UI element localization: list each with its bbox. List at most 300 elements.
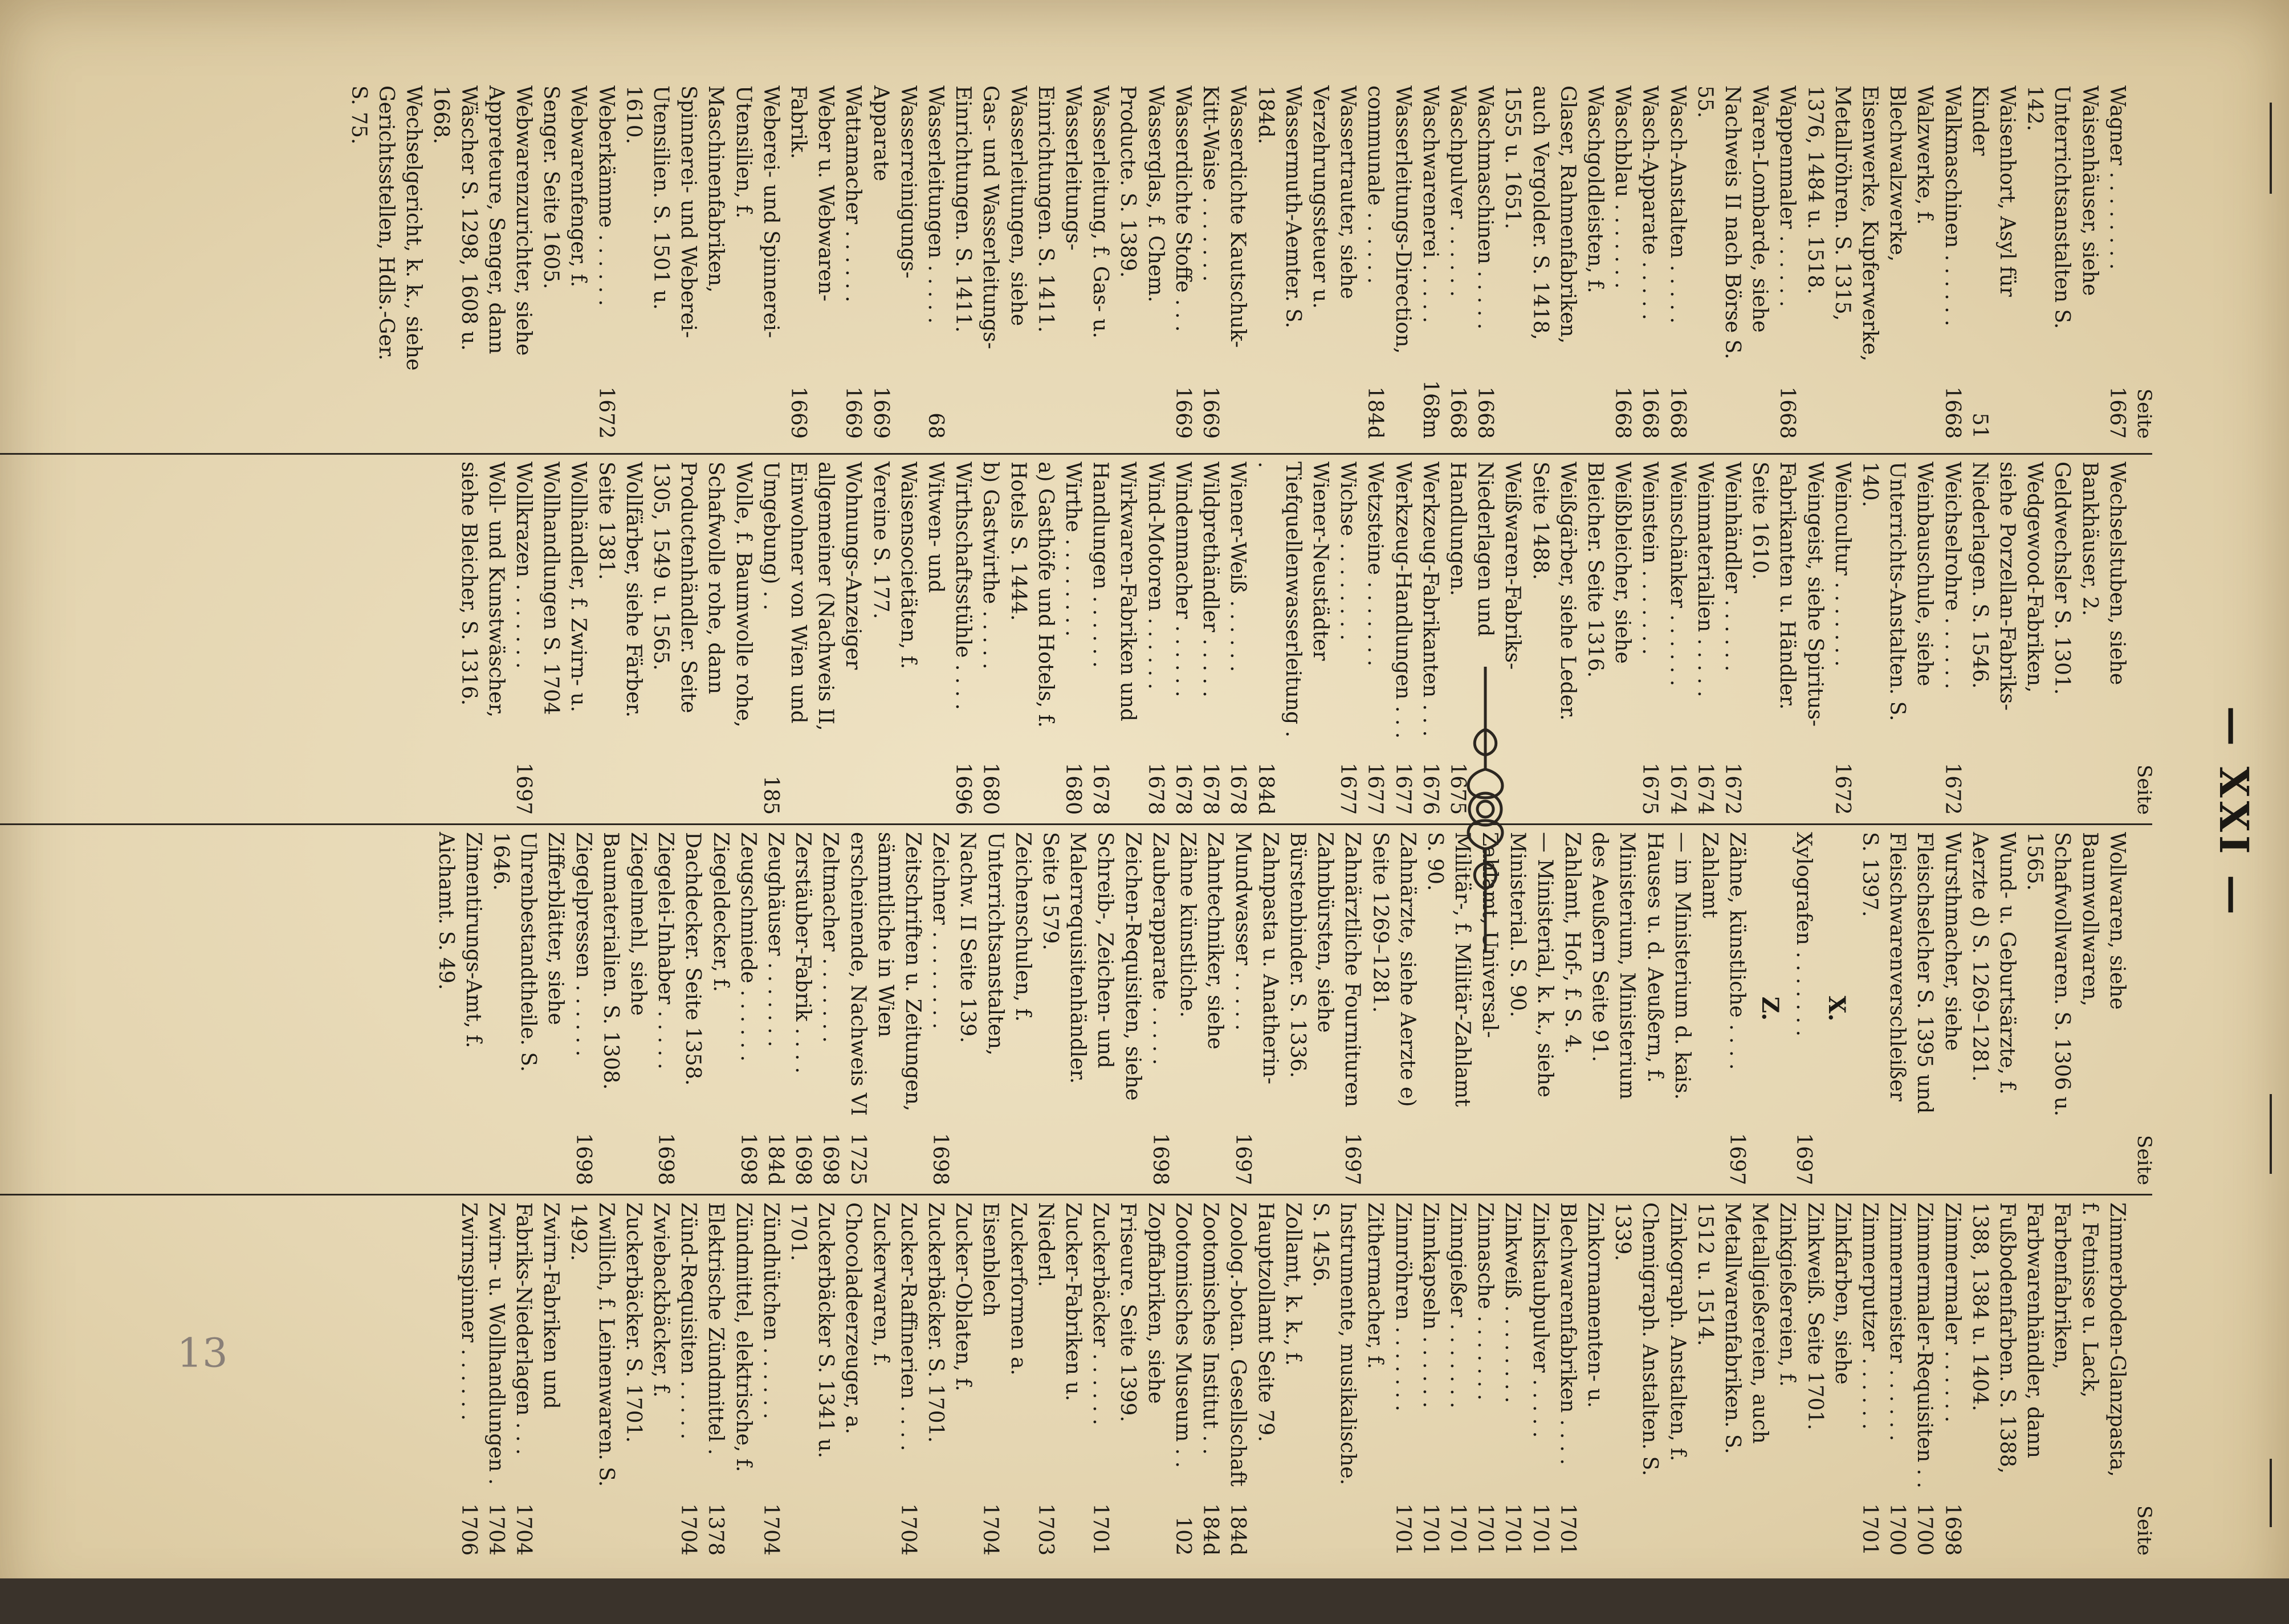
column-header-seite: Seite — [2133, 1135, 2156, 1185]
entry-text: Wollwaren, siehe Baumwollwaren, Schafwollwaren. S. 1306 u. 1565. — [2023, 832, 2129, 1117]
entry-page-number: 1672 — [1720, 762, 1744, 815]
index-entry — [1691, 1202, 1801, 1556]
index-entry — [1388, 1202, 1416, 1556]
entry-text: Waschpulver . . . . . . — [1445, 85, 1469, 297]
index-entry — [761, 832, 789, 1185]
entry-text: Wichse . . . . . . . . — [1336, 462, 1360, 641]
index-entry — [976, 462, 1004, 815]
entry-page-number: 1704 — [484, 1503, 508, 1556]
index-entry — [784, 85, 839, 439]
index-entry — [1966, 462, 2048, 815]
entry-text: Wollhändler, f. Zwirn- u. Wollhandlungen S. 1704 — [539, 462, 590, 715]
entry-text: Zinnasche . . . . . . . — [1473, 1202, 1497, 1401]
index-entry — [789, 832, 816, 1185]
entry-text: Weißbleicher, siehe Bleicher. Seite 1316. — [1583, 462, 1635, 678]
entry-page-number: 1677 — [1391, 762, 1415, 815]
entry-text: Weincultur . . . . . . . — [1830, 462, 1854, 667]
entry-page-number: 1698 — [654, 1133, 678, 1185]
index-entry — [2103, 85, 2131, 439]
index-entry — [1526, 1202, 1553, 1556]
index-entry — [1251, 1202, 1306, 1556]
index-entry — [1059, 462, 1086, 815]
entry-text: — im Ministerium d. kais. Hauses u. d. Aeußern, f. Ministerium, Ministerium des Aeußern Seite 91. — [1588, 832, 1694, 1100]
entry-text: Zuckerwaren, f. Chocoladeerzeuger, a. Zuckerbäcker S. 1341 u. 1701. — [787, 1202, 893, 1459]
entry-text: Zinkweiß . . . . . . . . — [1501, 1202, 1525, 1403]
entry-page-number: 1668 — [1611, 386, 1635, 439]
entry-text: Weinstein . . . . . . . — [1638, 462, 1662, 655]
index-entry — [1828, 462, 1856, 815]
index-entry — [1366, 832, 1420, 1185]
entry-page-number: 1674 — [1693, 762, 1717, 815]
entry-text: Werkzeug-Fabrikanten . . . — [1418, 462, 1442, 737]
entry-text: Zahnärztliche Fournituren — [1341, 832, 1365, 1108]
entry-page-number: 1701 — [1391, 1503, 1415, 1556]
entry-text: Zwillich, f. Leinenwaren. S. 1492. — [567, 1202, 618, 1487]
index-entry — [1691, 462, 1718, 815]
entry-page-number: 1697 — [1791, 1133, 1815, 1185]
entry-text: Zimmerputzer . . . . . . — [1858, 1202, 1881, 1430]
entry-text: Wagner . . . . . . . . — [2105, 85, 2129, 270]
entry-text: Zündhütchen . . . . . . — [759, 1202, 783, 1419]
index-entry — [1801, 85, 1938, 439]
entry-page-number: 1698 — [818, 1133, 842, 1185]
entry-page-number: 1701 — [1418, 1503, 1442, 1556]
entry-text: Wind-Motoren . . . . . . — [1143, 462, 1167, 689]
entry-text: Zuckerbäcker . . . . . . — [1089, 1202, 1113, 1426]
index-entry — [1663, 85, 1691, 439]
section-letter: X. — [1823, 995, 1850, 1022]
entry-text: Zimmermeister . . . . . . — [1885, 1202, 1909, 1442]
index-entry — [784, 1202, 894, 1556]
entry-text: Zootomisches Museum . . — [1171, 1202, 1195, 1468]
sheet-mark: 13 — [177, 1329, 228, 1377]
index-entry — [651, 832, 679, 1185]
entry-page-number: 1668 — [1473, 386, 1497, 439]
index-column-4 — [454, 1202, 2158, 1556]
entry-text: Zähne, künstliche . . . . — [1725, 832, 1749, 1070]
index-entry — [1169, 85, 1196, 439]
entry-text: Waisenhäuser, siehe Unterrichtsanstalten S. 142. — [2023, 85, 2101, 329]
index-entry — [597, 832, 651, 1185]
entry-text: Zucker-Oblaten, f. Zuckerbäcker. S. 1701. — [924, 1202, 975, 1443]
index-entry — [1142, 462, 1169, 815]
index-entry — [866, 462, 949, 815]
index-entry — [537, 85, 592, 439]
index-entry — [592, 85, 619, 439]
index-entry — [564, 1202, 619, 1556]
entry-text: Weinschänker . . . . . . — [1665, 462, 1689, 687]
entry-text: Weberkämme . . . . . . — [594, 85, 618, 307]
entry-page-number: 1678 — [1226, 762, 1250, 815]
index-entry — [620, 1202, 674, 1556]
index-entry — [702, 1202, 756, 1556]
index-entry — [1196, 462, 1224, 815]
entry-text: Zahlamt, Universal-Militär-, f. Militär-Zahlamt S. 90. — [1423, 832, 1502, 1107]
entry-text: Weinmaterialien . . . . . — [1693, 462, 1717, 697]
entry-page-number: 185 — [759, 776, 783, 815]
entry-text: Wassertrauter, siehe Verzehrungssteuer u. Wassermuth-Aemter. S. 184d. — [1253, 85, 1360, 329]
index-entry — [1416, 1202, 1444, 1556]
entry-text: Zahlamt — [1697, 832, 1721, 919]
index-entry — [1498, 85, 1608, 439]
index-entry — [620, 85, 784, 439]
index-entry — [757, 462, 867, 815]
entry-page-number: 1678 — [1171, 762, 1195, 815]
index-entry — [1471, 85, 1498, 439]
entry-text: Ziegelmehl, siehe Baumaterialien. S. 1308. — [598, 832, 650, 1090]
index-entry — [1498, 1202, 1526, 1556]
page-number: — XXI — — [2210, 705, 2258, 919]
entry-text: Wasserdichte Stoffe . . . — [1171, 85, 1195, 332]
index-entry — [431, 832, 486, 1185]
index-entry — [1663, 462, 1691, 815]
index-entry — [922, 1202, 976, 1556]
entry-text: Zeugschmiede . . . . . . — [736, 832, 760, 1062]
entry-text: Zahnpasta u. Anatherin-Mundwasser . . . . . — [1231, 832, 1282, 1084]
index-entry — [2021, 85, 2103, 439]
entry-text: Zünd-Requisiten . . . . . — [677, 1202, 700, 1440]
index-entry — [592, 462, 646, 815]
index-entry — [1169, 1202, 1196, 1556]
index-entry — [1696, 832, 1723, 1185]
index-entry — [1224, 1202, 1251, 1556]
index-entry — [1966, 85, 2021, 439]
entry-text: Weinbauschule, siehe Unterrichts-Anstalten. S. 140. — [1858, 462, 1937, 721]
index-entry — [757, 1202, 784, 1556]
entry-text: Webwarenzurichter, siehe Appreteure, Senger, dann Wäscher S. 1298, 1608 u. 1668. — [429, 85, 536, 356]
entry-page-number: 1678 — [1143, 762, 1167, 815]
entry-page-number: 1669 — [841, 386, 865, 439]
entry-text: Zollamt, k. k., f. Hauptzollamt Seite 79. — [1253, 1202, 1305, 1442]
entry-text: Zündmittel, elektrische, f. Elektrische Zündmittel . — [704, 1202, 755, 1472]
entry-text: Wirthe . . . . . . . . — [1061, 462, 1085, 637]
entry-text: Zinkornamenten- u. Blechwarenfabriken . . . . — [1555, 1202, 1607, 1466]
entry-text: Zwirn- u. Wollhandlungen . — [484, 1202, 508, 1485]
index-column-3 — [431, 832, 2158, 1185]
index-entry — [454, 1202, 482, 1556]
entry-page-number: 1378 — [704, 1503, 728, 1556]
entry-page-number: 1700 — [1885, 1503, 1909, 1556]
entry-page-number: 1680 — [1061, 762, 1085, 815]
entry-text: Zoolog.-botan. Gesellschaft — [1226, 1202, 1250, 1487]
entry-page-number: 1669 — [1199, 386, 1223, 439]
entry-text: Wappenmaler . . . . . . — [1775, 85, 1799, 307]
index-entry — [1789, 832, 1816, 1185]
entry-text: Zinkgießereien, f. Metallgießereien, auch Metallwarenfabriken. S. 1512 u. 1514. — [1693, 1202, 1799, 1454]
entry-text: Ziegelei-Inhaber . . . . . — [654, 832, 678, 1070]
index-entry — [894, 1202, 922, 1556]
entry-page-number: 1704 — [677, 1503, 700, 1556]
index-entry — [1938, 85, 1965, 439]
entry-page-number: 1697 — [1341, 1133, 1365, 1185]
index-entry — [1526, 462, 1581, 815]
index-entry — [1801, 1202, 1855, 1556]
index-entry — [1718, 462, 1746, 815]
section-letter: Z. — [1757, 996, 1784, 1021]
entry-text: Wirthschaftsstühle . . . . — [951, 462, 975, 710]
entry-text: Zifferblätter, siehe Uhrenbestandtheile. S. 1646. — [489, 832, 568, 1072]
index-entry — [2048, 462, 2131, 815]
entry-page-number: 1669 — [787, 386, 810, 439]
entry-text: Wattamacher . . . . . . — [841, 85, 865, 303]
entry-text: a) Gasthöfe und Hotels, f. Hotels S. 1444. — [1006, 462, 1057, 728]
entry-text: Zahnärzte, siehe Aerzte e) Seite 1269–1281. — [1368, 832, 1419, 1107]
column-header-seite: Seite — [2133, 388, 2156, 439]
entry-page-number: 1672 — [594, 386, 618, 439]
entry-text: Waschwarenerei . . . . . — [1418, 85, 1442, 323]
entry-text: Wollfärber, siehe Färber. Seite 1381. — [594, 462, 645, 718]
index-entry — [866, 85, 921, 439]
entry-text: Wolle, f. Baumwolle rohe, Schafwolle rohe, dann Productenhändler. Seite 1305, 1549 u. 1565. — [649, 462, 755, 728]
index-entry — [1224, 462, 1251, 815]
edge-mark — [2270, 103, 2272, 194]
entry-page-number: 1698 — [1148, 1133, 1172, 1185]
index-entry — [1554, 1202, 1608, 1556]
index-entry — [844, 832, 926, 1185]
index-entry — [1856, 462, 1938, 815]
index-entry — [1608, 1202, 1691, 1556]
entry-text: Zimmermaler . . . . . . — [1940, 1202, 1964, 1423]
index-column-1 — [345, 85, 2158, 439]
entry-text: Zinngießer . . . . . . . — [1445, 1202, 1469, 1409]
entry-text: Wasch-Apparate . . . . . — [1638, 85, 1662, 320]
entry-text: Wildprethändler . . . . . — [1199, 462, 1223, 697]
entry-text: Wasserleitungen, siehe Gas- und Wasserleitungs-Einrichtungen. S. 1411. — [951, 85, 1030, 349]
entry-text: Zithermacher, f. Instrumente, musikalische. S. 1456. — [1308, 1202, 1387, 1486]
index-entry — [1691, 85, 1774, 439]
entry-page-number: 1700 — [1913, 1503, 1937, 1556]
entry-text: Zahlamt, Hof-, f. S. 4. — [1560, 832, 1584, 1054]
entry-text: Wasserdichte Kautschuk-Kitt-Waise . . . . . . . — [1199, 85, 1250, 348]
index-entry — [1444, 85, 1471, 439]
entry-page-number: 184d — [1253, 762, 1277, 815]
index-entry — [569, 832, 596, 1185]
entry-text: Wohnungs-Anzeiger allgemeiner (Nachweis II, Einwohner von Wien und Umgebung) . . — [759, 462, 865, 731]
index-entry — [1036, 832, 1146, 1185]
entry-text: Wiener-Neustädter Tiefquellenwasserleitung . . — [1253, 462, 1332, 738]
entry-page-number: 1668 — [1638, 386, 1662, 439]
edge-mark — [2270, 1459, 2272, 1527]
index-entry — [1169, 462, 1196, 815]
entry-text: Zauberapparate . . . . . — [1148, 832, 1172, 1066]
index-entry — [1114, 85, 1168, 439]
entry-text: Werkzeug-Handlungen . . . — [1391, 462, 1415, 739]
index-entry — [1966, 1202, 2131, 1556]
index-entry — [1723, 832, 1750, 1185]
entry-page-number: 1701 — [1473, 1503, 1497, 1556]
entry-text: Webwarenfenger, f. Senger. Seite 1605. — [539, 85, 590, 289]
ornament-divider-icon — [1440, 661, 1531, 957]
index-entry — [510, 462, 537, 815]
index-entry — [1444, 1202, 1471, 1556]
entry-page-number: 184d — [1199, 1503, 1223, 1556]
index-entry — [427, 85, 537, 439]
index-entry — [1938, 1202, 1965, 1556]
entry-text: Walzwerke, f. Blechwalzwerke, Eisenwerke, Kupferwerke, Metallröhren. S. 1315, 1376, 1484 u. 1518. — [1803, 85, 1937, 362]
entry-page-number: 1701 — [1445, 1503, 1469, 1556]
entry-text: Zootomisches Institut . . — [1199, 1202, 1223, 1455]
index-entry — [1558, 832, 1586, 1185]
index-entry — [1251, 85, 1361, 439]
index-column-2 — [454, 462, 2158, 815]
entry-page-number: 102 — [1171, 1516, 1195, 1556]
entry-page-number: 1698 — [1940, 1503, 1964, 1556]
entry-text: Walkmaschinen . . . . . . — [1940, 85, 1964, 327]
entry-page-number: 1668 — [1445, 386, 1469, 439]
entry-page-number: 1677 — [1363, 762, 1387, 815]
entry-page-number: 1669 — [1171, 386, 1195, 439]
entry-page-number: 1697 — [512, 762, 536, 815]
entry-text: Wetzsteine . . . . . . . — [1363, 462, 1387, 667]
entry-text: Zeichen-Requisiten, siehe Schreib-, Zeichen- und Malerrequisitenhändler. Seite 1579. — [1038, 832, 1144, 1101]
index-entry — [510, 1202, 564, 1556]
index-entry — [1361, 462, 1388, 815]
index-entry — [1636, 85, 1663, 439]
index-entry — [1146, 832, 1174, 1185]
entry-text: Wasserleitungen . . . . . — [924, 85, 948, 324]
entry-page-number: 1701 — [1858, 1503, 1881, 1556]
entry-page-number: 1667 — [2105, 386, 2129, 439]
index-entry — [1032, 1202, 1086, 1556]
index-entry — [1471, 1202, 1498, 1556]
entry-text: Weberei- und Spinnerei-Utensilien, f. Maschinenfabriken, Spinnerei- und Weberei-Utensilien. S. 1501 u. 1610. — [621, 85, 783, 338]
entry-text: Zinnröhren . . . . . . . — [1391, 1202, 1415, 1411]
entry-text: Wasserleitung, f. Gas- u. Wasserleitungs-Einrichtungen. S. 1411. — [1033, 85, 1113, 338]
index-entry — [926, 832, 954, 1185]
entry-page-number: 1672 — [1830, 762, 1854, 815]
entry-text: Witwen- und Waisensocietäten, f. Vereine S. 177. — [869, 462, 948, 670]
entry-text: Zwirn-Fabriken und Fabriks-Niederlagen . . . — [512, 1202, 563, 1455]
index-entry — [1284, 832, 1338, 1185]
index-entry — [922, 85, 949, 439]
entry-page-number: 1698 — [791, 1133, 815, 1185]
entry-page-number: 1698 — [736, 1133, 760, 1185]
entry-text: Zeltmacher . . . . . . . — [818, 832, 842, 1043]
index-entry — [482, 1202, 510, 1556]
entry-text: Weinhändler . . . . . . — [1720, 462, 1744, 672]
entry-text: Zinkograph. Anstalten, f. Chemigraph. Anstalten. S. 1339. — [1611, 1202, 1689, 1476]
column-rule — [0, 823, 2152, 825]
entry-text: Zeitschriften u. Zeitungen, sämmtliche in Wien erscheinende, Nachweis VI — [846, 832, 925, 1116]
column-header-seite: Seite — [2133, 764, 2156, 815]
index-entry — [1174, 832, 1228, 1185]
index-entry — [1966, 832, 2021, 1185]
entry-page-number: 1701 — [1555, 1503, 1579, 1556]
entry-text: Wirkwaren-Fabriken und Handlungen . . . . . . — [1089, 462, 1140, 721]
index-entry — [949, 85, 1032, 439]
index-entry — [1196, 85, 1251, 439]
index-entry — [1306, 1202, 1389, 1556]
index-entry — [1114, 1202, 1168, 1556]
index-entry — [1032, 85, 1114, 439]
entry-page-number: 1668 — [1775, 386, 1799, 439]
entry-page-number: 1706 — [457, 1503, 480, 1556]
entry-text: Zeughäuser . . . . . . . — [764, 832, 788, 1047]
entry-page-number: 1701 — [1501, 1503, 1525, 1556]
entry-text: Xylografen . . . . . . . — [1791, 832, 1815, 1037]
index-entry — [454, 462, 509, 815]
index-entry — [1086, 1202, 1114, 1556]
entry-text: Weißgärber, siehe Leder. Seite 1488. — [1528, 462, 1579, 721]
entry-page-number: 184d — [1226, 1503, 1250, 1556]
entry-page-number: 1696 — [951, 762, 975, 815]
entry-text: Zinnkapseln . . . . . . — [1418, 1202, 1442, 1409]
entry-page-number: 1668 — [1940, 386, 1964, 439]
entry-page-number: 1698 — [928, 1133, 952, 1185]
entry-page-number: 1676 — [1418, 762, 1442, 815]
entry-text: Waschblau . . . . . . . — [1611, 85, 1635, 289]
entry-text: Weber u. Webwaren-Fabrik. — [787, 85, 838, 302]
entry-text: Wollkrazen . . . . . . . — [512, 462, 536, 669]
entry-text: Zimmerboden-Glanzpasta, f. Fetnisse u. Lack, Farbenfabriken, Farbwarenhändler, dann Fußbodenfarben. S. 1388, 1388, 1384 u. 1404. — [1968, 1202, 2129, 1477]
entry-page-number: 1697 — [1725, 1133, 1749, 1185]
edge-mark — [2270, 1094, 2272, 1174]
index-entry — [1086, 462, 1141, 815]
index-entry — [816, 832, 844, 1185]
index-entry — [1251, 462, 1334, 815]
entry-text: Wasch-Anstalten . . . . . — [1665, 85, 1689, 324]
entry-page-number: 1704 — [896, 1503, 920, 1556]
entry-page-number: 1680 — [979, 762, 1003, 815]
index-entry — [1338, 832, 1366, 1185]
index-entry — [1586, 832, 1696, 1185]
entry-page-number: 51 — [1968, 413, 1991, 439]
entry-page-number: 1668 — [1665, 386, 1689, 439]
index-entry — [487, 832, 569, 1185]
index-entry — [1773, 85, 1801, 439]
entry-page-number: 1701 — [1089, 1503, 1113, 1556]
entry-text: Wasserleitungs-Direction, communale . . . . . . — [1363, 85, 1415, 354]
index-entry — [647, 462, 757, 815]
entry-page-number: 1704 — [759, 1503, 783, 1556]
entry-page-number: 68 — [924, 413, 948, 439]
entry-text: Zopffabriken, siehe Friseure. Seite 1399. — [1116, 1202, 1167, 1422]
entry-page-number: 1677 — [1336, 762, 1360, 815]
entry-page-number: 1675 — [1445, 762, 1469, 815]
index-entry — [1416, 85, 1444, 439]
entry-page-number: 1669 — [869, 386, 893, 439]
entry-page-number: 1697 — [1231, 1133, 1255, 1185]
index-entry — [679, 832, 734, 1185]
entry-text: Wasserglas, f. Chem. Producte. S. 1389. — [1116, 85, 1167, 303]
entry-page-number: 1701 — [1528, 1503, 1552, 1556]
index-entry — [345, 85, 427, 439]
entry-text: — Ministerial, k. k., siehe Ministerial. S. 90. — [1505, 832, 1557, 1097]
index-entry — [1004, 462, 1058, 815]
entry-text: Wiener-Weiß . . . . . . — [1226, 462, 1250, 672]
index-entry — [1581, 462, 1636, 815]
entry-page-number: 1698 — [571, 1133, 595, 1185]
index-entry — [1938, 462, 1965, 815]
index-entry — [1856, 832, 1966, 1185]
entry-page-number: 1704 — [979, 1503, 1003, 1556]
index-entry — [2021, 832, 2131, 1185]
entry-page-number: 1674 — [1665, 762, 1689, 815]
entry-text: Wasserreinigungs-Apparate — [869, 85, 920, 279]
index-entry — [1388, 462, 1416, 815]
entry-text: Waisenhort, Asyl für Kinder — [1968, 85, 2019, 297]
entry-text: Zucker-Raffinerien . . . . — [896, 1202, 920, 1451]
entry-text: Zucker-Fabriken u. Niederl. — [1033, 1202, 1085, 1401]
index-entry — [537, 462, 592, 815]
entry-text: Ziegeldecker, f. Dachdecker. Seite 1358. — [681, 832, 732, 1086]
index-entry — [1636, 462, 1663, 815]
entry-text: Woll- und Kunstwäscher, siehe Bleicher, S. 1316. — [457, 462, 508, 718]
index-entry — [839, 85, 866, 439]
column-rule — [0, 1194, 2152, 1195]
entry-text: Waschmaschinen . . . . . — [1473, 85, 1497, 330]
entry-text: Zwiebackbäcker, f. Zuckerbäcker. S. 1701. — [621, 1202, 673, 1443]
